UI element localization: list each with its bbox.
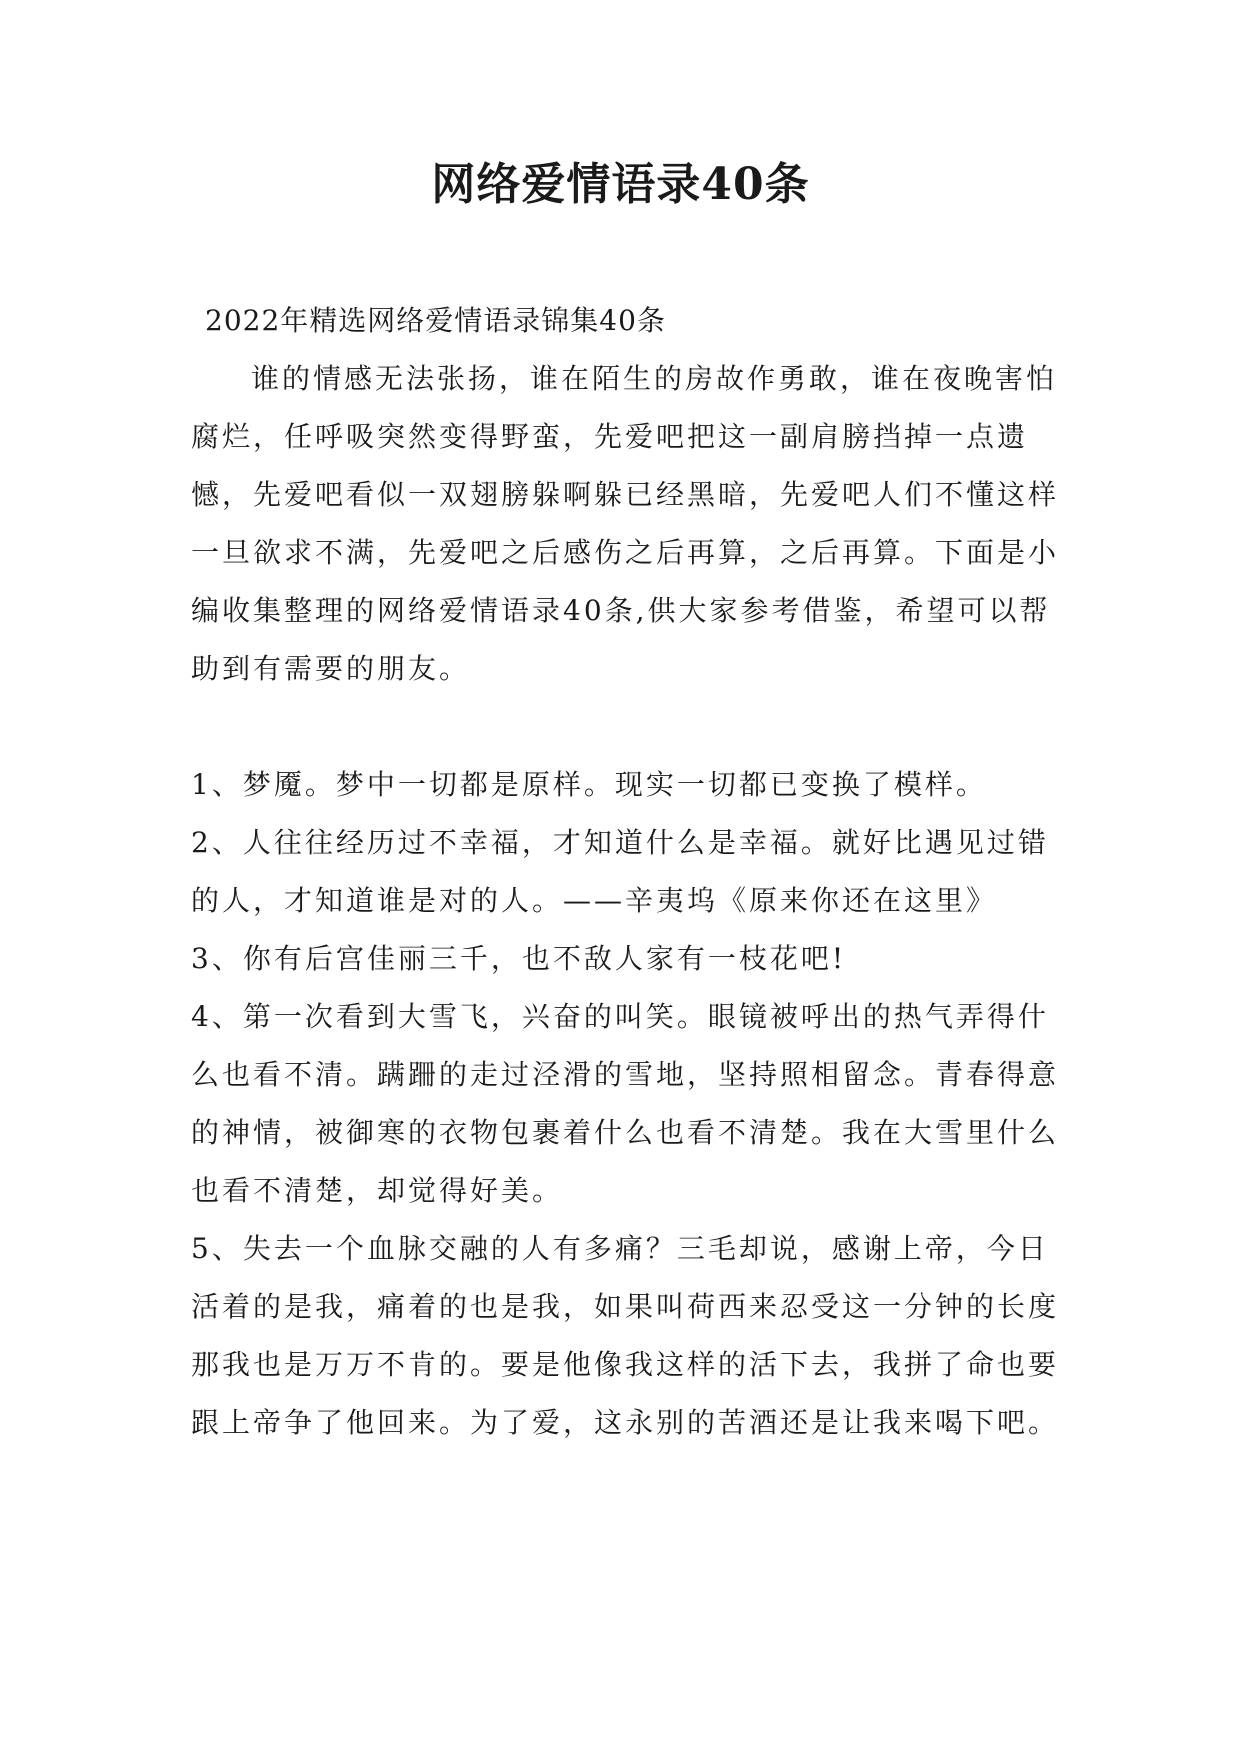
document-subtitle: 2022年精选网络爱情语录锦集40条 <box>205 304 666 337</box>
quote-item-1: 1、梦魇。梦中一切都是原样。现实一切都已变换了模样。 <box>191 768 987 801</box>
quote-item-5: 5、失去一个血脉交融的人有多痛？三毛却说，感谢上帝，今日活着的是我，痛着的也是我，如果叫荷西来忍受这一分钟的长度那我也是万万不肯的。要是他像我这样的活下去，我拼了命也要跟上帝争了他回来。为了爱，这永别的苦酒还是让我来喝下吧。 <box>191 1232 1060 1439</box>
document-body <box>191 292 1071 1452</box>
quote-item-4: 4、第一次看到大雪飞，兴奋的叫笑。眼镜被呼出的热气弄得什么也看不清。蹒跚的走过泾滑的雪地，坚持照相留念。青春得意的神情，被御寒的衣物包裹着什么也看不清楚。我在大雪里什么也看不清楚，却觉得好美。 <box>191 1000 1060 1207</box>
paragraph-spacer <box>191 698 1071 756</box>
quote-item-3: 3、你有后宫佳丽三千，也不敌人家有一枝花吧! <box>191 942 847 975</box>
document-title: 网络爱情语录40条 <box>431 159 810 210</box>
intro-paragraph: 谁的情感无法张扬，谁在陌生的房故作勇敢，谁在夜晚害怕腐烂，任呼吸突然变得野蛮，先爱吧把这一副肩膀挡掉一点遗憾，先爱吧看似一双翅膀躲啊躲已经黑暗，先爱吧人们不懂这样一旦欲求不满，先爱吧之后感伤之后再算，之后再算。下面是小编收集整理的网络爱情语录40条,供大家参考借鉴，希望可以帮助到有需要的朋友。 <box>191 362 1060 685</box>
quote-item-2: 2、人往往经历过不幸福，才知道什么是幸福。就好比遇见过错的人，才知道谁是对的人。——辛夷坞《原来你还在这里》 <box>191 826 1049 917</box>
